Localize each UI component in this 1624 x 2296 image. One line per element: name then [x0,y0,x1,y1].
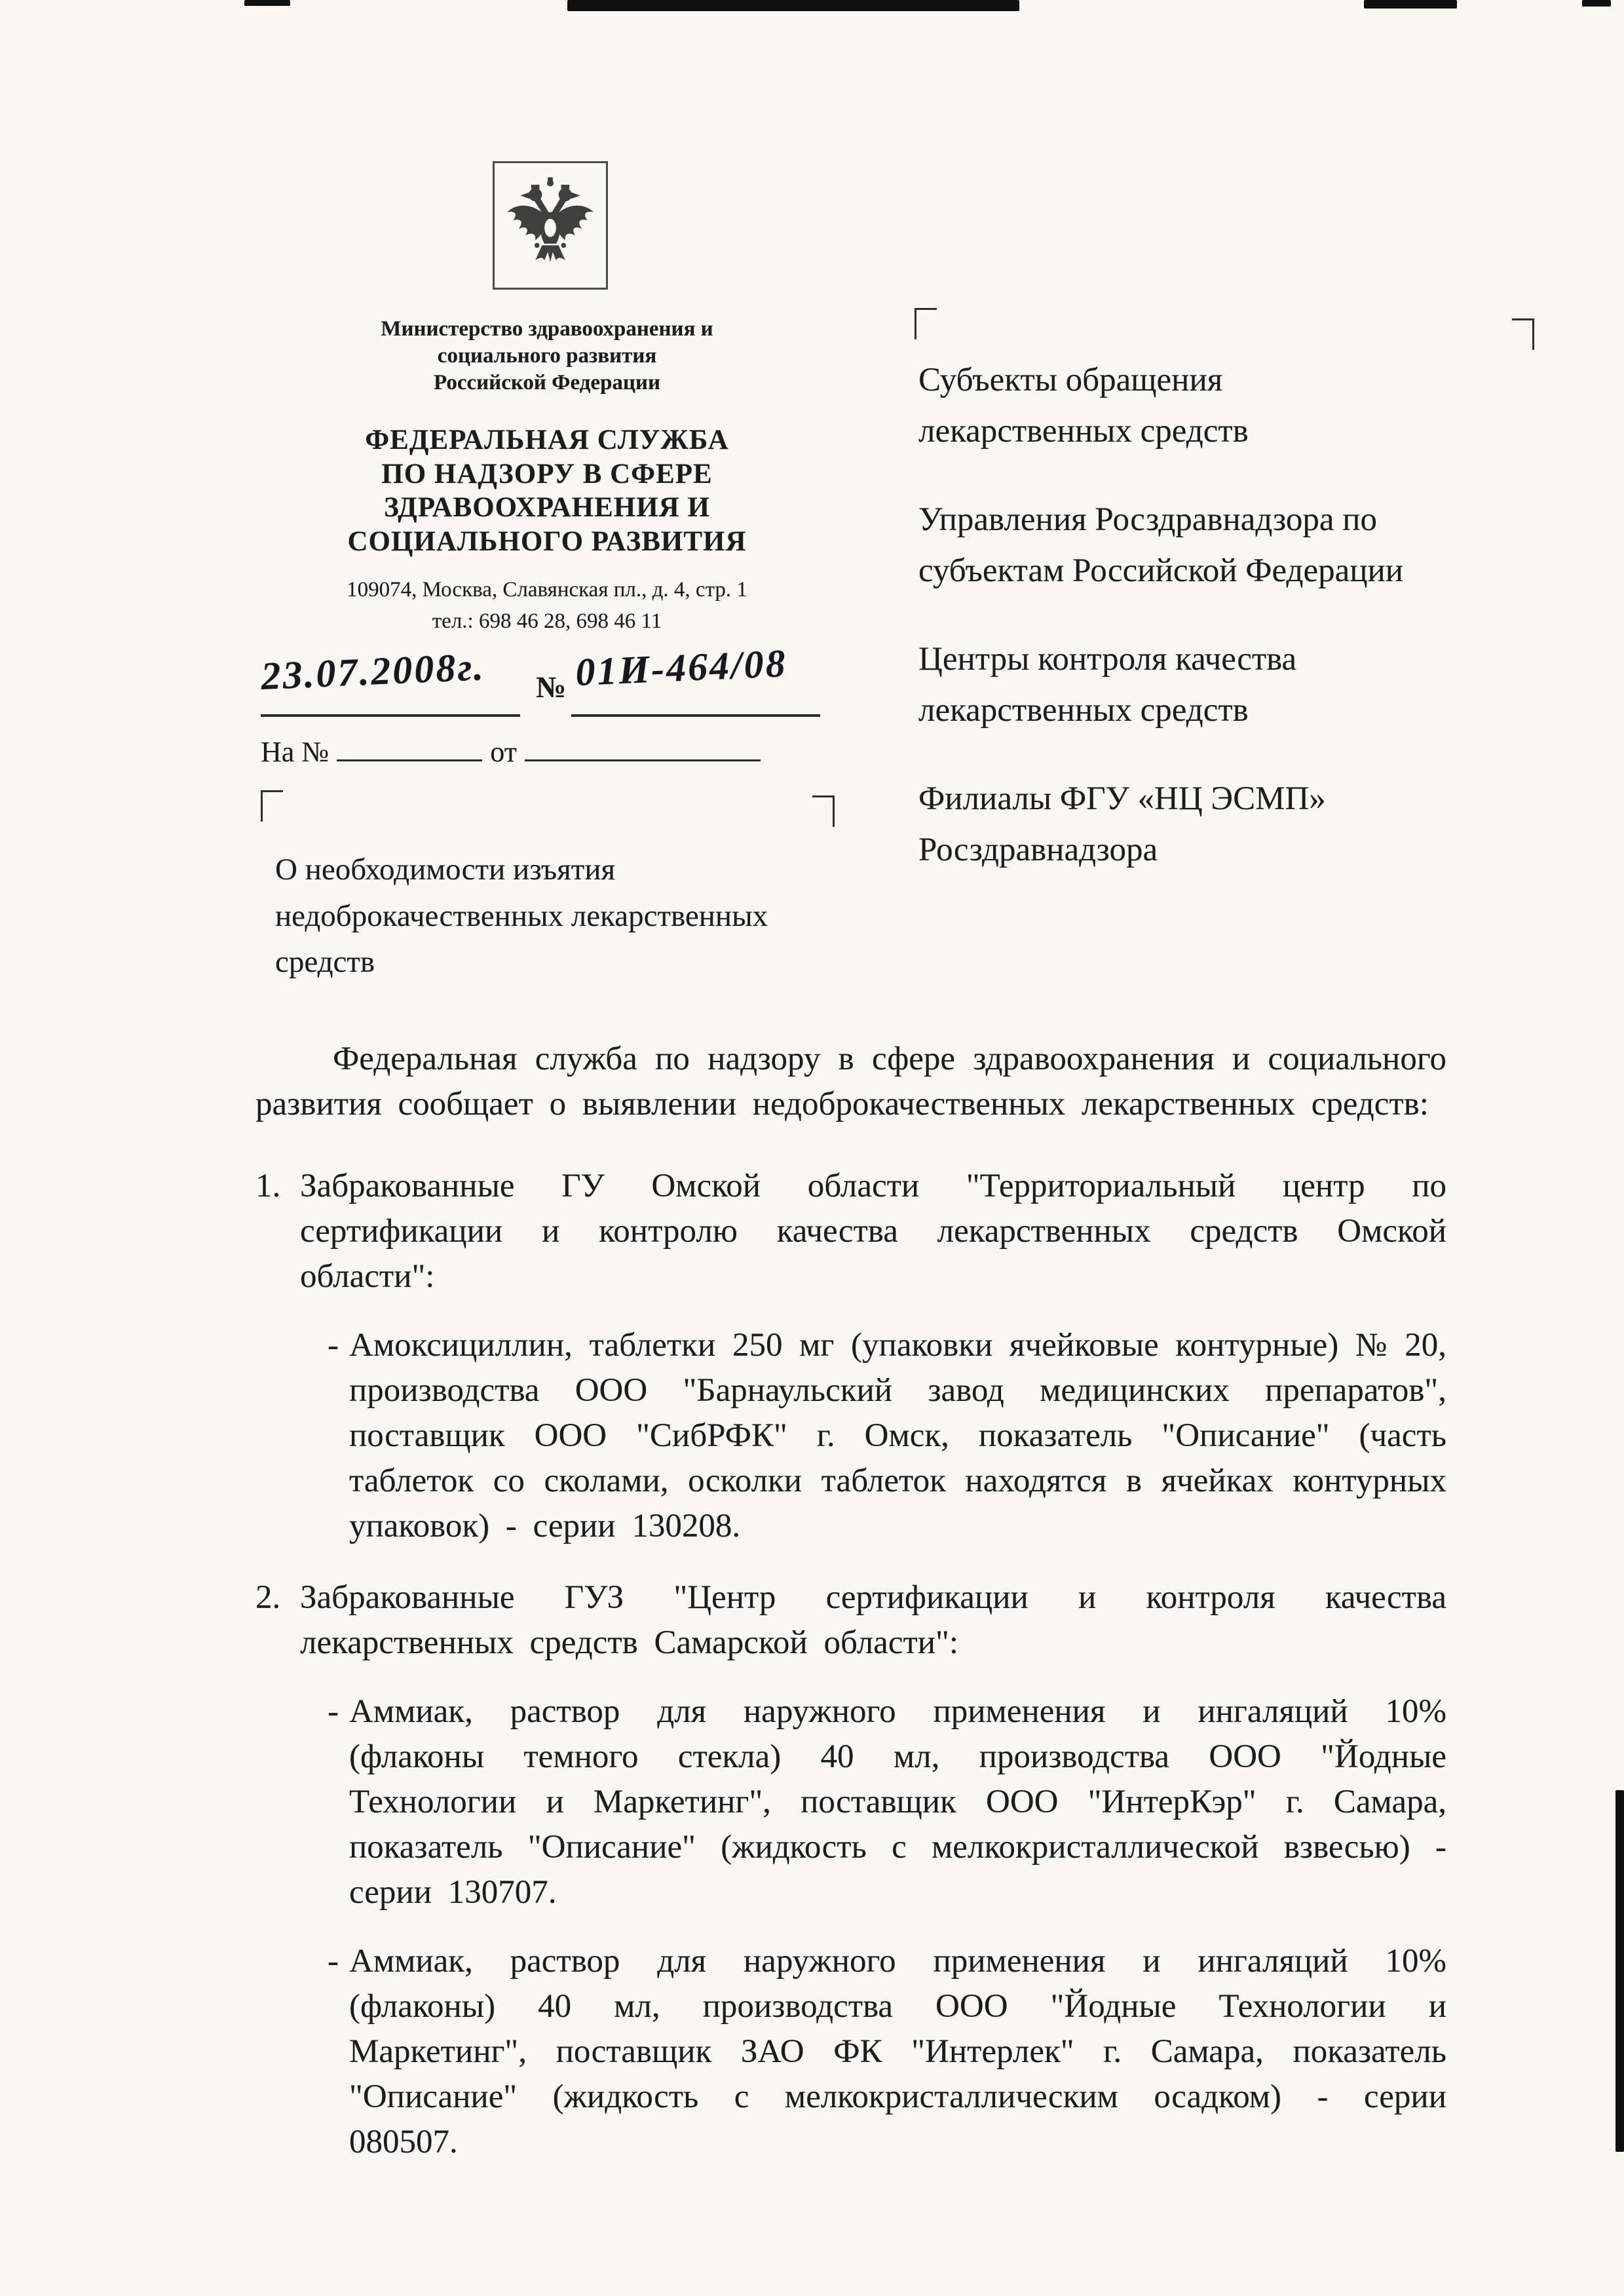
reply-na-label: На № [261,736,330,768]
agency-address: 109074, Москва, Славянская пл., д. 4, стр. 1 [347,578,747,602]
intro-paragraph: Федеральная служба по надзору в сфере здравоохранения и социального развития сообщает о выявлении недоброкачественных лекарственных средств: [255,1041,1446,1122]
addressee-line: Филиалы ФГУ «НЦ ЭСМП» [918,780,1326,818]
scan-artifact-top-bar [567,0,1019,11]
item-number: 2. [255,1579,281,1616]
addressee-line: лекарственных средств [918,412,1249,450]
subject-corner-mark-right [812,795,835,827]
reply-reference-row [261,733,768,769]
letter-subject [275,847,865,985]
addressee-corner-mark-left [915,308,937,339]
handwritten-date: 23.07.2008г. [260,645,486,698]
drug-entry-text: Аммиак, раствор для наружного применения и ингаляций 10% (флаконы) 40 мл, производства ООО "Йодные Технологии и Маркетинг", поставщик ЗАО ФК "Интерлек" г. Самара, показатель "Описание" (жидкость с мелкокристаллическим осадком) - серии 080507. [349,1943,1446,2160]
date-blank-line [261,714,520,717]
coat-of-arms [493,161,608,290]
addressee-line: субъектам Российской Федерации [918,552,1404,589]
ministry-line: социального развития [437,343,657,368]
ministry-name [298,316,796,396]
list-item-2 [255,1575,1446,2165]
drug-entry [300,1689,1446,1915]
double-eagle-icon [500,173,600,278]
dash-bullet: - [328,1327,339,1364]
addressee-line: Центры контроля качества [918,641,1297,678]
agency-name-line: ФЕДЕРАЛЬНАЯ СЛУЖБА [365,425,729,455]
addressee-line: Субъекты обращения [918,362,1223,398]
agency-phone: тел.: 698 46 28, 698 46 11 [432,609,662,633]
number-sign: № [536,670,567,704]
reply-date-blank-line [525,733,761,761]
scan-artifact-right-edge [1615,1790,1624,2152]
addressee-line: Росздравнадзора [918,831,1158,868]
ministry-line: Министерство здравоохранения и [381,317,713,341]
item-heading: Забракованные ГУ Омской области "Территориальный центр по сертификации и контролю качества лекарственных средств Омской области": [300,1168,1446,1295]
reply-ot-label: от [490,736,517,768]
subject-line: недоброкачественных лекарственных [275,898,768,933]
drug-entry-text: Аммиак, раствор для наружного применения и ингаляций 10% (флаконы темного стекла) 40 мл, производства ООО "Йодные Технологии и Маркетинг", поставщик ООО "ИнтерКэр" г. Самара, показатель "Описание" (жидкость с мелкокристаллической взвесью) - серии 130707. [349,1693,1446,1911]
number-blank-line [571,714,820,717]
scan-artifact-top-right [1364,0,1457,9]
addressee-line: Управления Росздравнадзора по [918,501,1378,539]
subject-line: средств [275,945,375,979]
agency-name [292,423,803,558]
addressee-block [918,634,1560,736]
scan-artifact-top-left [244,0,290,6]
addressee-block [918,355,1560,457]
addressee-block [918,495,1560,596]
agency-name-line: ЗДРАВООХРАНЕНИЯ И [384,492,710,524]
drug-entry [300,1939,1446,2165]
reply-number-blank-line [337,733,482,761]
agency-name-line: СОЦИАЛЬНОГО РАЗВИТИЯ [347,526,747,557]
list-item-1 [255,1164,1446,1549]
addressee-block [918,774,1560,875]
subject-corner-mark-left [261,790,283,822]
dash-bullet: - [328,1693,339,1730]
handwritten-outgoing-number: 01И-464/08 [575,641,788,695]
item-number: 1. [255,1168,281,1204]
agency-name-line: ПО НАДЗОРУ В СФЕРЕ [381,458,713,489]
drug-entry-text: Амоксициллин, таблетки 250 мг (упаковки ячейковые контурные) № 20, производства ООО "Барнаульский завод медицинских препаратов", поставщик ООО "СибРФК" г. Омск, показатель "Описание" (часть таблеток со сколами, осколки таблеток находятся в ячейках контурных упаковок) - серии 130208. [349,1327,1446,1544]
addressee-line: лекарственных средств [918,691,1249,729]
subject-line: О необходимости изъятия [275,852,616,887]
scan-artifact-top-corner [1582,0,1611,7]
addressee-corner-mark-right [1512,318,1534,350]
drug-entry [300,1323,1446,1549]
dash-bullet: - [328,1943,339,1980]
addressee-list [918,355,1560,913]
ministry-line: Российской Федерации [434,370,660,394]
item-heading: Забракованные ГУЗ "Центр сертификации и контроля качества лекарственных средств Самарской области": [300,1579,1446,1661]
letter-body [255,1037,1446,2191]
